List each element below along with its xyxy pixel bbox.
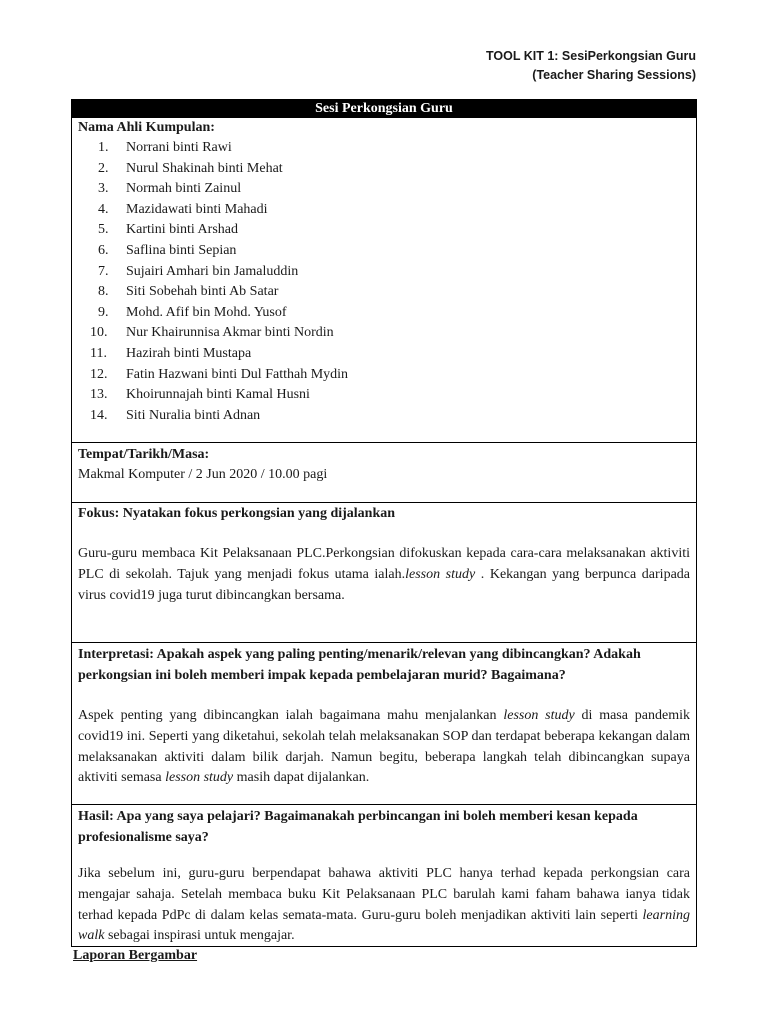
list-item: 7. Sujairi Amhari bin Jamaluddin [98,263,299,279]
list-item: 6. Saflina binti Sepian [98,242,237,258]
interpretation-section [72,642,696,804]
list-item: 9. Mohd. Afif bin Mohd. Yusof [98,304,287,320]
members-section [72,117,696,442]
interpretation-text: Aspek penting yang dibincangkan ialah bagaimana mahu menjalankan lesson study di masa pandemik covid19 ini. Seperti yang diketahui, sekolah telah melaksanakan SOP dan terdapat beberapa kekangan dalam melaksanakan aktiviti dalam bilik darjah. Namun begitu, beberapa langkah telah dibincangkan supaya aktiviti semasa lesson study masih dapat dijalankan. [78,708,690,786]
focus-section [72,502,696,642]
list-item: 5. Kartini binti Arshad [98,222,238,238]
members-list [78,138,690,426]
result-text: Jika sebelum ini, guru-guru berpendapat bahawa aktiviti PLC hanya terhad kepada perkongsian cara mengajar sahaja. Setelah membaca buku Kit Pelaksanaan PLC barulah kami faham bahawa ianya tidak terhad kepada PdPc di dalam kelas semata-mata. Guru-guru boleh menjadikan aktiviti lain seperti learning walk sebagai inspirasi untuk mengajar. [78,866,690,944]
interpretation-label: Interpretasi: Apakah aspek yang paling penting/menarik/relevan yang dibincangkan? Adakah perkongsian ini boleh memberi impak kepada pembelajaran murid? Bagaimana? [78,647,641,683]
place-label: Tempat/Tarikh/Masa: [78,447,210,462]
picture-report-heading: Laporan Bergambar [73,948,198,963]
list-item: 4. Mazidawati binti Mahadi [98,201,268,217]
list-item: 8. Siti Sobehah binti Ab Satar [98,284,279,300]
list-item: 12. Fatin Hazwani binti Dul Fatthah Mydin [90,366,349,382]
list-item: 3. Normah binti Zainul [98,181,242,197]
table-title: Sesi Perkongsian Guru [72,100,696,117]
header-title: TOOL KIT 1: SesiPerkongsian Guru [485,49,696,63]
list-item: 10. Nur Khairunnisa Akmar binti Nordin [90,325,334,341]
document-header [486,47,696,85]
header-subtitle: (Teacher Sharing Sessions) [532,68,696,82]
list-item: 11. Hazirah binti Mustapa [90,345,252,361]
focus-label: Fokus: Nyatakan fokus perkongsian yang dijalankan [78,506,396,521]
list-item: 2. Nurul Shakinah binti Mehat [98,160,283,176]
list-item: 13. Khoirunnajah binti Kamal Husni [90,387,310,403]
place-value: Makmal Komputer / 2 Jun 2020 / 10.00 pagi [78,467,328,482]
sharing-session-table [71,99,697,947]
focus-text: Guru-guru membaca Kit Pelaksanaan PLC.Perkongsian difokuskan kepada cara-cara melaksanakan aktiviti PLC di sekolah. Tajuk yang menjadi fokus utama ialah.lesson study . Kekangan yang berpunca daripada virus covid19 juga turut dibincangkan bersama. [78,546,690,603]
list-item: 14. Siti Nuralia binti Adnan [90,407,261,423]
list-item: 1. Norrani binti Rawi [98,140,232,155]
place-section [72,442,696,502]
result-section [72,804,696,946]
result-label: Hasil: Apa yang saya pelajari? Bagaimanakah perbincangan ini boleh memberi kesan kepada profesionalisme saya? [78,809,638,845]
members-label: Nama Ahli Kumpulan: [78,120,215,135]
